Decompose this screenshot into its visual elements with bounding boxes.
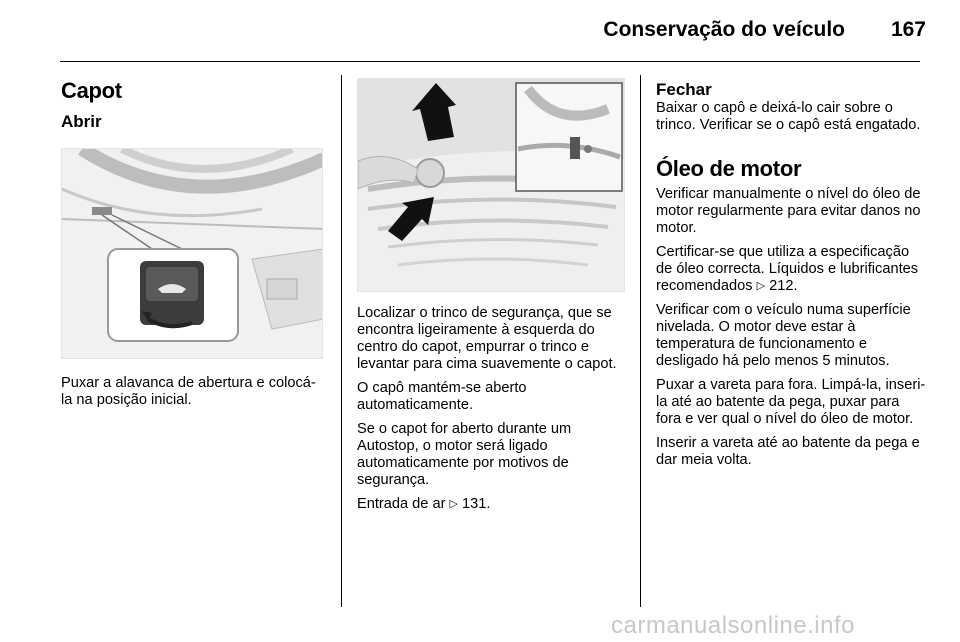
section-heading-capot: Capot bbox=[61, 78, 122, 103]
left-column bbox=[61, 78, 326, 416]
middle-column bbox=[357, 78, 625, 520]
subheading-fechar: Fechar bbox=[656, 80, 712, 99]
middle-paragraph-1: Localizar o trinco de segurança, que se encontra ligeiramente à esquerda do centro do capot, empurrar o trinco e levantar para cima suavemente o capot. bbox=[357, 305, 617, 372]
fechar-text: Baixar o capô e deixá-lo cair sobre o trinco. Verificar se o capô está engatado. bbox=[656, 100, 921, 133]
right-column bbox=[656, 78, 926, 476]
oleo-paragraph-3: Verificar com o veículo numa superfície nivelada. O motor deve estar à temperatura de funcionamento e desligado há pelo menos 5 minutos. bbox=[656, 302, 911, 369]
air-intake-reference bbox=[357, 496, 625, 513]
lubricants-reference-link[interactable]: 212. bbox=[769, 278, 798, 294]
hood-release-lever-drawing bbox=[62, 149, 323, 359]
oleo-paragraph-2 bbox=[656, 244, 926, 295]
page-header-title: Conservação do veículo bbox=[603, 18, 845, 41]
safety-catch-drawing bbox=[358, 79, 625, 292]
section-heading-oleo-de-motor: Óleo de motor bbox=[656, 156, 802, 181]
oleo-paragraph-2-text: Certificar-se que utiliza a especificação de óleo correcta. Líquidos e lubrificantes recomendados bbox=[656, 244, 919, 294]
reference-link[interactable]: 131. bbox=[462, 496, 491, 512]
oleo-paragraph-4: Puxar a vareta para fora. Limpá-la, inseri-la até ao batente da pega, puxar para fora e ver qual o nível do óleo de motor. bbox=[656, 377, 926, 427]
hood-release-lever-illustration bbox=[61, 148, 323, 359]
page-reference-arrow-icon: ▷ bbox=[449, 498, 458, 510]
reference-text: Entrada de ar bbox=[357, 496, 446, 512]
watermark: carmanualsonline.info bbox=[611, 612, 855, 639]
lever-caption: Puxar a alavanca de abertura e colocá-la na posição inicial. bbox=[61, 375, 316, 408]
page-reference-arrow-icon: ▷ bbox=[756, 280, 766, 292]
header-rule bbox=[60, 61, 920, 62]
middle-paragraph-3: Se o capot for aberto durante um Autostop, o motor será ligado automaticamente por motivos de segurança. bbox=[357, 421, 572, 488]
oleo-paragraph-5: Inserir a vareta até ao batente da pega e dar meia volta. bbox=[656, 435, 920, 468]
middle-paragraph-2: O capô mantém-se aberto automaticamente. bbox=[357, 380, 527, 413]
column-divider-left bbox=[341, 75, 342, 607]
safety-catch-illustration bbox=[357, 78, 625, 292]
column-divider-right bbox=[640, 75, 641, 607]
subheading-abrir: Abrir bbox=[61, 112, 102, 131]
oleo-paragraph-1: Verificar manualmente o nível do óleo de motor regularmente para evitar danos no motor. bbox=[656, 186, 921, 236]
page-number: 167 bbox=[890, 18, 926, 41]
